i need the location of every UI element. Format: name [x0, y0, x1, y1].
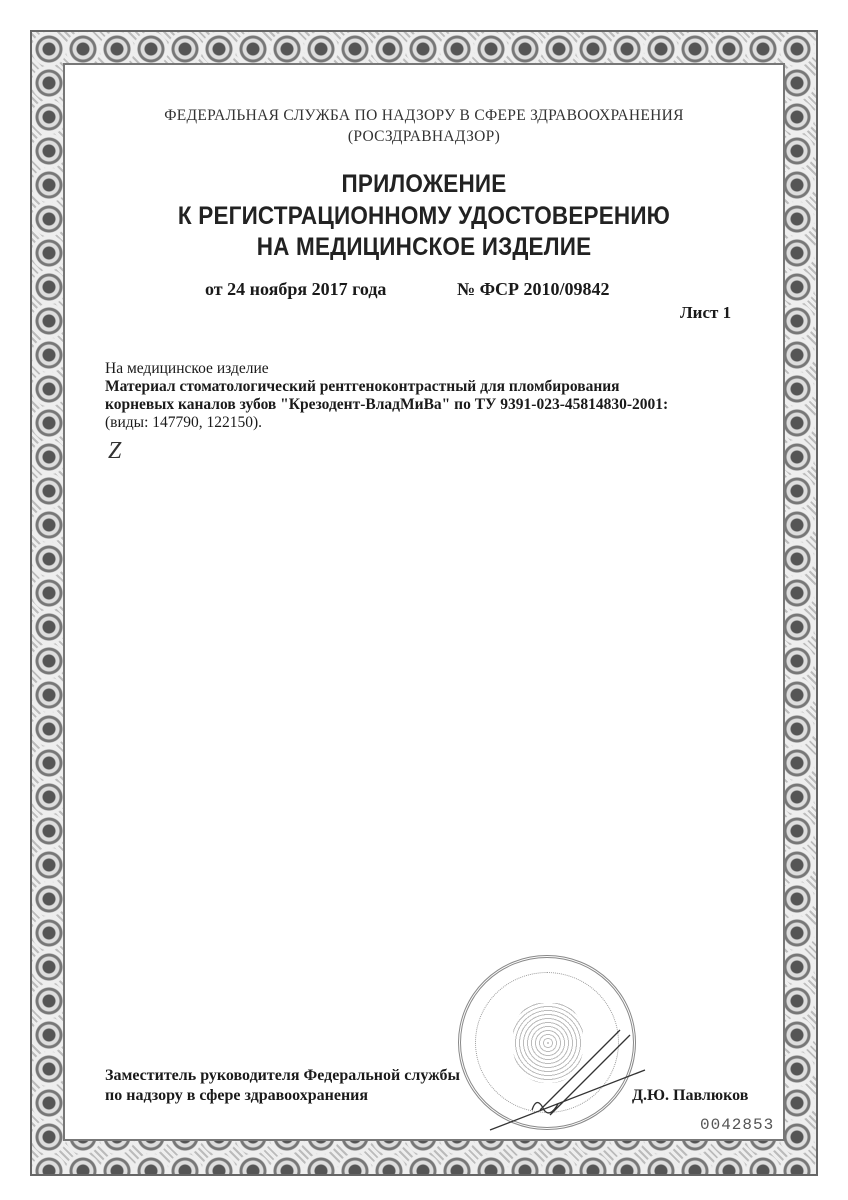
handwritten-mark: Z [108, 438, 122, 464]
signatory-position-line-2: по надзору в сфере здравоохранения [105, 1087, 369, 1104]
signatory-name: Д.Ю. Павлюков [632, 1087, 749, 1104]
title-line-2: К РЕГИСТРАЦИОННОМУ УДОСТОВЕРЕНИЮ [177, 202, 671, 230]
signatory-position-line-1: Заместитель руководителя Федеральной службы [105, 1067, 460, 1084]
handwritten-signature [470, 1010, 650, 1140]
serial-number: 0042853 [700, 1116, 775, 1134]
device-intro: На медицинское изделие [105, 360, 269, 377]
sheet-number: Лист 1 [680, 303, 732, 322]
agency-name: ФЕДЕРАЛЬНАЯ СЛУЖБА ПО НАДЗОРУ В СФЕРЕ ЗДРАВООХРАНЕНИЯ [164, 107, 684, 124]
title-line-3: НА МЕДИЦИНСКОЕ ИЗДЕЛИЕ [256, 233, 592, 261]
document-date: от 24 ноября 2017 года [205, 279, 387, 299]
title-line-1: ПРИЛОЖЕНИЕ [341, 170, 507, 198]
device-description-line-2: корневых каналов зубов "Крезодент-ВладМиВа" по ТУ 9391-023-45814830-2001: [105, 396, 669, 413]
document-number: № ФСР 2010/09842 [457, 279, 610, 299]
agency-short-name: (РОСЗДРАВНАДЗОР) [347, 128, 501, 145]
device-description-line-1: Материал стоматологический рентгеноконтрастный для пломбирования [105, 378, 620, 395]
device-types: (виды: 147790, 122150). [105, 414, 263, 431]
